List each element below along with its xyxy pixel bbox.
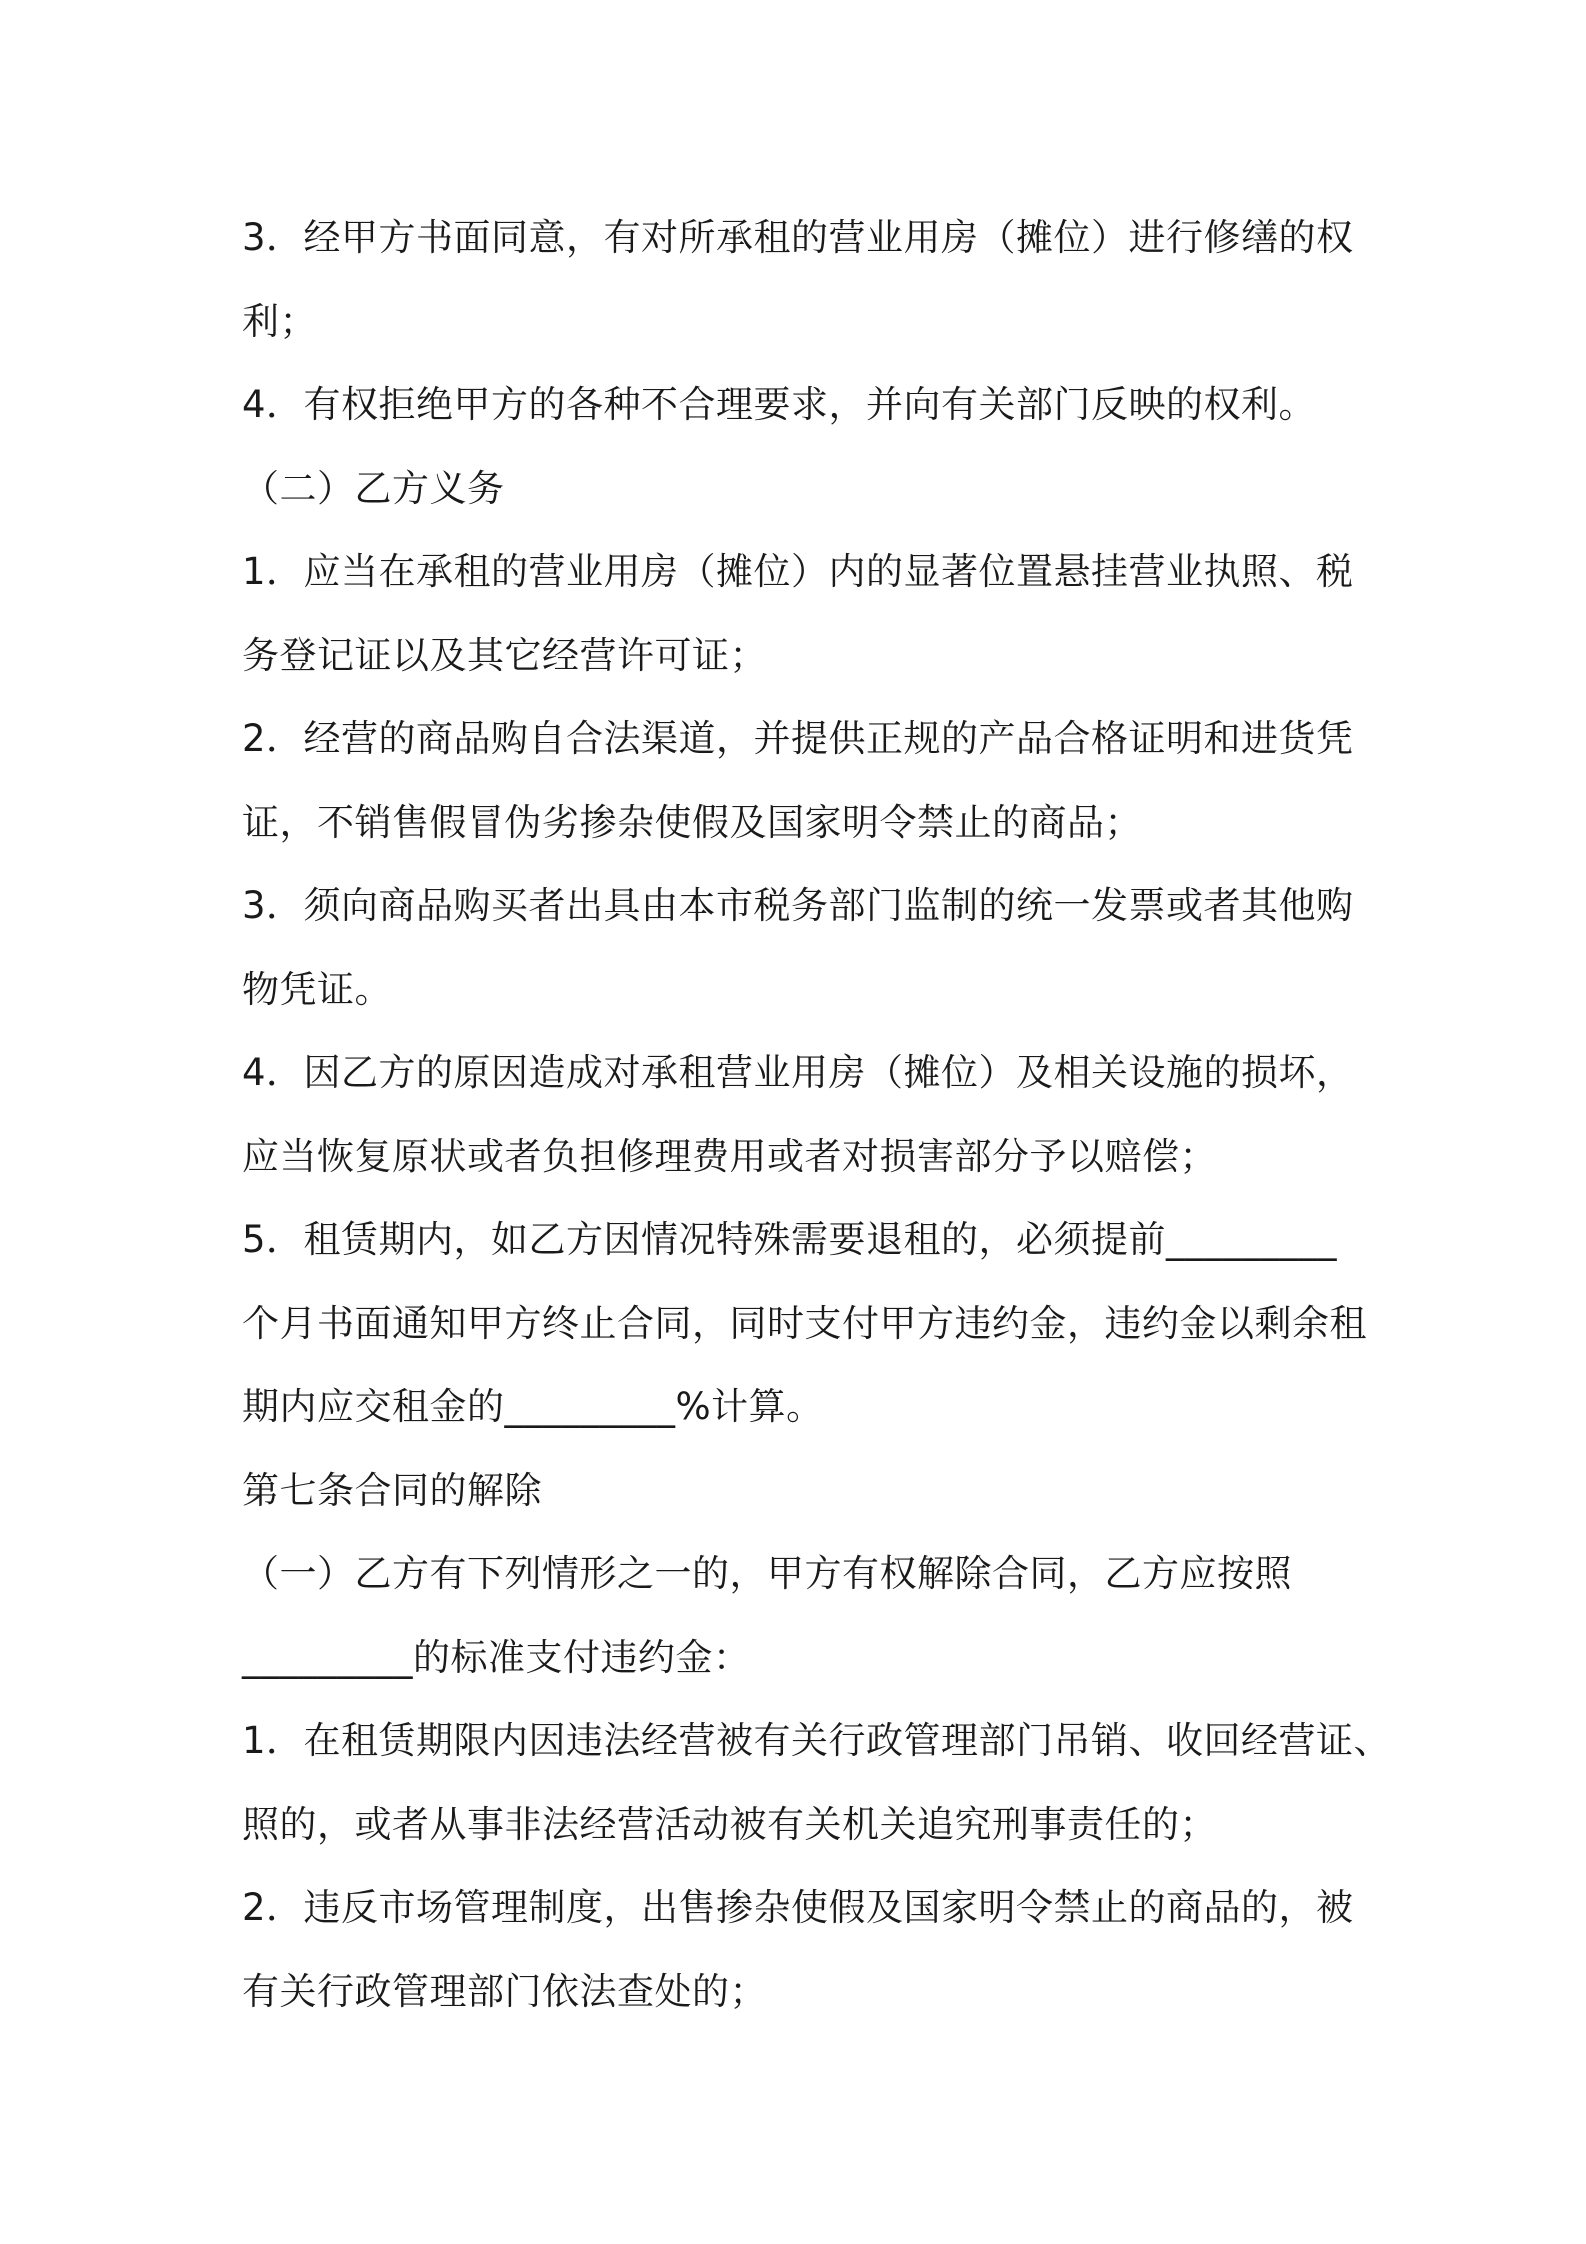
text-line: 5．租赁期内，如乙方因情况特殊需要退租的，必须提前_________ bbox=[242, 1218, 1338, 1261]
text-line: 3．经甲方书面同意，有对所承租的营业用房（摊位）进行修缮的权 bbox=[242, 216, 1354, 259]
text-line: 3．须向商品购买者出具由本市税务部门监制的统一发票或者其他购 bbox=[242, 884, 1354, 927]
text-line: 1．在租赁期限内因违法经营被有关行政管理部门吊销、收回经营证、 bbox=[242, 1719, 1392, 1762]
text-line: 有关行政管理部门依法查处的； bbox=[242, 1969, 767, 2013]
text-line: 期内应交租金的_________%计算。 bbox=[242, 1385, 824, 1428]
text-line: 2．违反市场管理制度，出售掺杂使假及国家明令禁止的商品的，被 bbox=[242, 1886, 1354, 1929]
text-line: 个月书面通知甲方终止合同，同时支付甲方违约金，违约金以剩余租 bbox=[242, 1301, 1367, 1345]
text-line: _________的标准支付违约金： bbox=[242, 1635, 751, 1679]
text-line: 务登记证以及其它经营许可证； bbox=[242, 633, 767, 677]
document-body bbox=[242, 196, 1392, 2033]
text-line: 1．应当在承租的营业用房（摊位）内的显著位置悬挂营业执照、税 bbox=[242, 550, 1354, 593]
section-heading: （二）乙方义务 bbox=[242, 466, 505, 510]
text-line: 2．经营的商品购自合法渠道，并提供正规的产品合格证明和进货凭 bbox=[242, 717, 1354, 760]
text-line: 利； bbox=[242, 299, 317, 343]
text-line: 应当恢复原状或者负担修理费用或者对损害部分予以赔偿； bbox=[242, 1134, 1217, 1178]
text-line: 照的，或者从事非法经营活动被有关机关追究刑事责任的； bbox=[242, 1802, 1217, 1846]
article-heading: 第七条合同的解除 bbox=[242, 1468, 542, 1512]
text-line: 4．因乙方的原因造成对承租营业用房（摊位）及相关设施的损坏， bbox=[242, 1051, 1354, 1094]
text-line: 物凭证。 bbox=[242, 967, 392, 1011]
text-line: 4．有权拒绝甲方的各种不合理要求，并向有关部门反映的权利。 bbox=[242, 383, 1317, 426]
text-line: 证，不销售假冒伪劣掺杂使假及国家明令禁止的商品； bbox=[242, 800, 1142, 844]
text-line: （一）乙方有下列情形之一的，甲方有权解除合同，乙方应按照 bbox=[242, 1552, 1292, 1595]
